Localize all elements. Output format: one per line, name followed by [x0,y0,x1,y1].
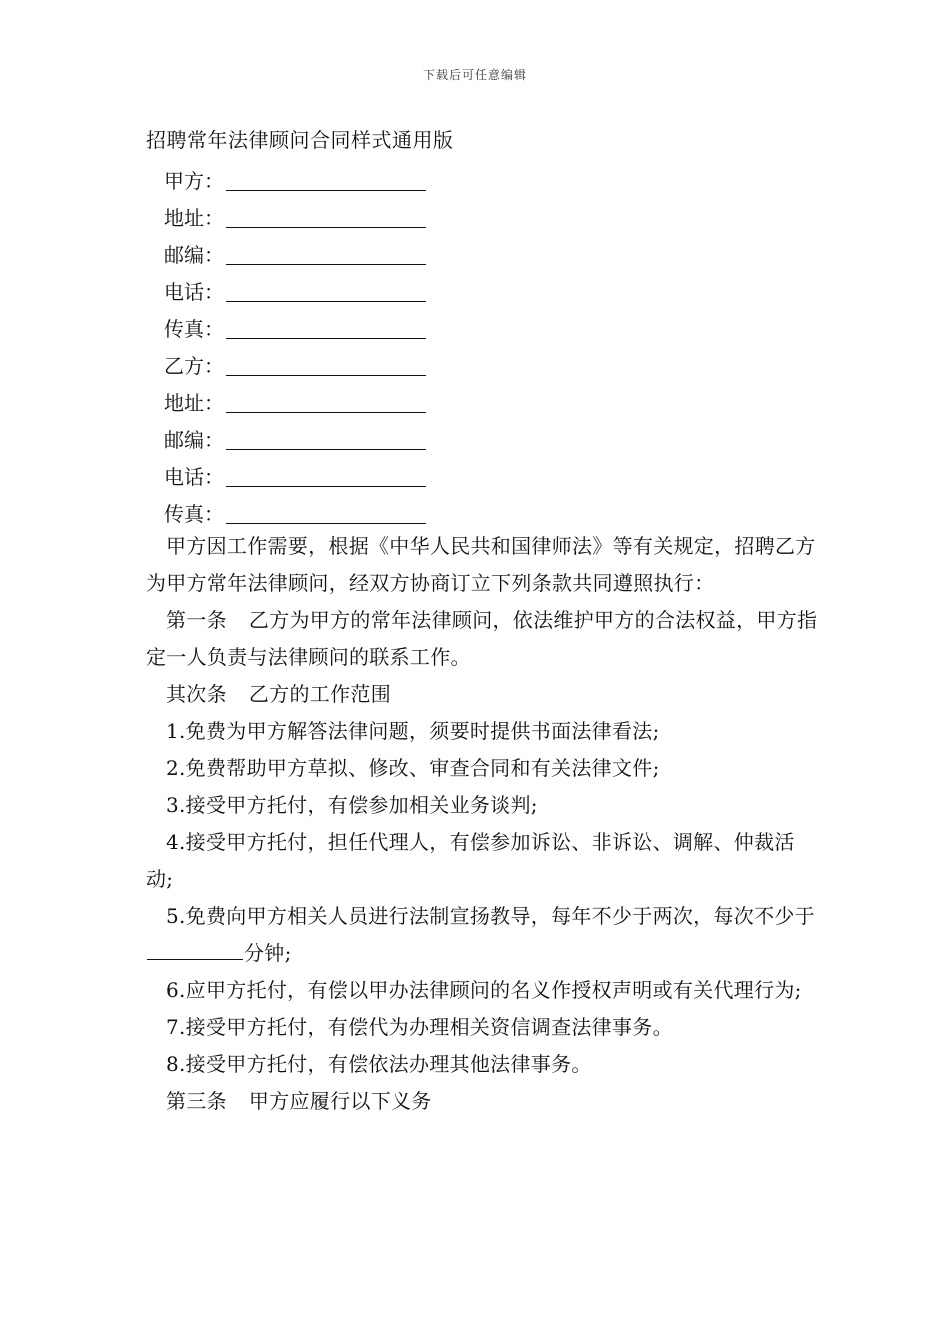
article-1 [146,602,822,676]
page-header: 下载后可任意编辑 [422,68,527,82]
field-label: 地址： [164,206,224,230]
field-party-a [164,158,426,195]
field-party-b-fax [164,491,426,528]
field-party-a-postcode [164,232,426,269]
article-2 [146,676,822,713]
field-label: 电话： [164,280,224,304]
blank-line [226,166,426,191]
field-label: 邮编： [164,243,224,267]
document-title: 招聘常年法律顾问合同样式通用版 [146,128,454,152]
article-heading: 其次条 [166,682,227,706]
field-label: 乙方： [164,354,224,378]
blank-line [226,203,426,228]
field-label: 甲方： [164,169,224,193]
contract-body [146,528,822,1120]
article-text: 甲方应履行以下义务 [248,1089,432,1113]
field-label: 传真： [164,317,224,341]
blank-line [226,499,426,524]
field-party-a-fax [164,306,426,343]
blank-line [147,937,243,960]
article-heading: 第一条 [166,608,227,632]
article-3 [146,1083,822,1120]
intro-paragraph: 甲方因工作需要，根据《中华人民共和国律师法》等有关规定，招聘乙方为甲方常年法律顾问，经双方协商订立下列条款共同遵照执行： [146,534,816,595]
blank-line [226,351,426,376]
field-label: 地址： [164,391,224,415]
article-heading: 第三条 [166,1089,227,1113]
list-item: 8.接受甲方托付，有偿依法办理其他法律事务。 [166,1052,592,1076]
article-text: 乙方为甲方的常年法律顾问，依法维护甲方的合法权益，甲方指定一人负责与法律顾问的联系工作。 [146,608,818,669]
blank-line [226,277,426,302]
list-item: 6.应甲方托付，有偿以甲办法律顾问的名义作授权声明或有关代理行为; [166,978,802,1002]
list-item: 3.接受甲方托付，有偿参加相关业务谈判; [166,793,538,817]
field-label: 电话： [164,465,224,489]
list-item: 2.免费帮助甲方草拟、修改、审查合同和有关法律文件; [166,756,660,780]
item-text: 分钟; [244,941,292,965]
field-party-b-postcode [164,417,426,454]
party-fields [164,158,426,528]
blank-line [226,388,426,413]
list-item [146,898,822,972]
list-item: 7.接受甲方托付，有偿代为办理相关资信调查法律事务。 [166,1015,673,1039]
blank-line [226,240,426,265]
field-party-a-address [164,195,426,232]
field-party-b-address [164,380,426,417]
field-party-a-phone [164,269,426,306]
list-item: 1.免费为甲方解答法律问题，须要时提供书面法律看法; [166,719,660,743]
field-label: 邮编： [164,428,224,452]
blank-line [226,462,426,487]
field-party-b-phone [164,454,426,491]
field-label: 传真： [164,502,224,526]
blank-line [226,314,426,339]
article-text: 乙方的工作范围 [248,682,392,706]
field-party-b [164,343,426,380]
blank-line [226,425,426,450]
item-text: 5.免费向甲方相关人员进行法制宣扬教导，每年不少于两次，每次不少于 [166,904,815,928]
list-item: 4.接受甲方托付，担任代理人，有偿参加诉讼、非诉讼、调解、仲裁活动; [146,830,795,891]
